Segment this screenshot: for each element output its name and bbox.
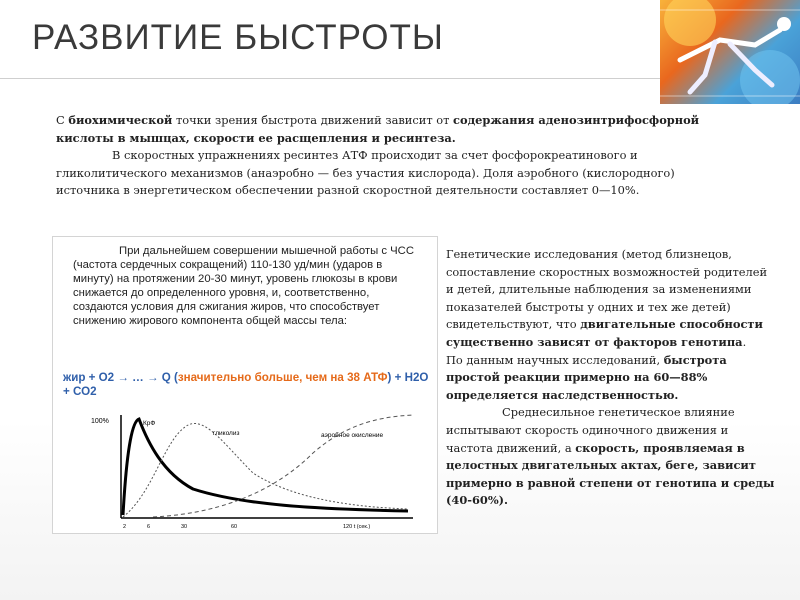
intro-text xyxy=(56,112,740,200)
genetics-text-plain: Генетические исследования (метод близнецов, сопоставление скоростных возможностей родителей и детей, длительные наблюдения за изменениями показателей быстроты у одних и тех же детей) свидетельствуют, что xyxy=(446,247,768,332)
genetics-paragraph-3 xyxy=(446,404,778,510)
label-glycolysis: гликолиз xyxy=(213,430,240,437)
title-divider xyxy=(0,78,660,79)
intro-paragraph-1 xyxy=(56,112,740,147)
x-tick: 120 t (сек.) xyxy=(343,524,371,530)
genetics-text-plain: По данным научных исследований, xyxy=(446,352,664,367)
formula-part: жир + О2 → … → Q ( xyxy=(63,371,178,384)
genetics-text-bold: двигательные способности существенно зависят от факторов генотипа xyxy=(446,317,763,349)
figure-caption-text: При дальнейшем совершении мышечной работы с ЧСС (частота сердечных сокращений) 110-130 уд/мин (ударов в минуту) на протяжении 20-30 минут, уровень глюкозы в крови снижается до определенного уровня, и, соответственно, создаются условия для сжигания жиров, что способствует снижению жирового компонента общей массы тела: xyxy=(73,245,414,327)
x-tick: 2 xyxy=(123,524,127,530)
x-tick: 6 xyxy=(147,524,151,530)
formula-part: ) + Н2О + СО2 xyxy=(63,371,429,398)
curve-aerobic xyxy=(153,415,413,517)
intro-paragraph-2 xyxy=(56,147,740,200)
intro-text-plain: С xyxy=(56,113,69,127)
slide-title: РАЗВИТИЕ БЫСТРОТЫ xyxy=(32,18,444,57)
label-aerobic: аэробное окисление xyxy=(321,432,384,439)
genetics-text-plain: Среднесильное генетическое влияние испытывают скорость одиночного движения и частота движений, а xyxy=(446,405,735,455)
label-kf: КрФ xyxy=(143,420,156,427)
x-tick: 60 xyxy=(231,524,238,530)
genetics-paragraph-1 xyxy=(446,246,778,352)
formula-highlight: значительно больше, чем на 38 АТФ xyxy=(177,371,388,384)
y-axis-label: 100% xyxy=(91,418,109,425)
figure-caption xyxy=(73,245,423,328)
intro-text-bold: содержания аденозинтрифосфорной кислоты в мышцах, скорости ее расщепления и ресинтеза. xyxy=(56,113,700,145)
genetics-paragraph-2 xyxy=(446,352,778,405)
intro-text-plain: точки зрения быстрота движений зависит от xyxy=(172,113,454,127)
fat-oxidation-formula xyxy=(63,371,433,399)
energy-systems-graph xyxy=(53,403,437,533)
intro-text-bold: биохимической xyxy=(68,113,173,127)
genetics-text-plain: . xyxy=(742,334,747,349)
genetics-text xyxy=(446,246,778,510)
fat-oxidation-figure xyxy=(52,236,438,534)
x-tick: 30 xyxy=(181,524,188,530)
intro-text-plain: В скоростных упражнениях ресинтез АТФ происходит за счет фосфорокреатинового и гликолитического механизмов (анаэробно — без участия кислорода). Доля аэробного (кислородного) источника в энергетическом обеспечении разной скоростной деятельности составляет 0—10%. xyxy=(56,148,675,198)
runner-illustration xyxy=(660,0,800,104)
genetics-text-bold: скорость, проявляемая в целостных двигательных актах, беге, зависит примерно в равной степени от генотипа и среды (40-60%). xyxy=(446,440,775,508)
genetics-text-bold: быстрота простой реакции примерно на 60—88% определяется наследственностью. xyxy=(446,352,727,402)
